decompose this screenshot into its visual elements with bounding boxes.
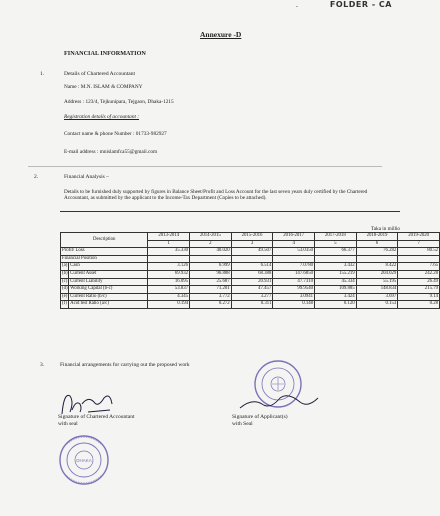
row-label: Current Liability	[69, 278, 148, 286]
row-label: Current Asset	[69, 270, 148, 278]
table-cell: 242.28	[398, 270, 440, 278]
row-code: (d)	[61, 286, 69, 294]
table-cell: 3.277	[231, 293, 273, 301]
row-code: (e)	[61, 293, 69, 301]
row-code: (f)	[61, 301, 69, 309]
email-address: E-mail address : mnislamfca55@gmail.com	[64, 149, 158, 155]
section1-number: 1.	[40, 71, 45, 77]
table-cell: 4.345	[148, 293, 190, 301]
table-cell: 6.514	[231, 263, 273, 271]
table-cell: 0.272	[190, 301, 232, 309]
table-cell: 3.424	[315, 293, 357, 301]
section3-title: Financial arrangements for carrying out the proposed work	[60, 362, 190, 368]
table-cell: 45.334	[315, 278, 357, 286]
ca-seal-label: with seal	[58, 421, 78, 427]
ca-signature-caption	[58, 414, 135, 428]
section2-description: Details to be furnished duly supported by figures in Balance Sheet/Profit and Loss Account for the last seven years duly certified by the Chartered Accountant, as submitted by the applicant to the Income-Tax Department (Copies to be attached).	[64, 189, 368, 202]
applicant-signature-caption	[232, 414, 288, 428]
year-header: 2017-2018	[315, 233, 357, 241]
description-header: Description	[61, 233, 148, 248]
table-cell: 68.388	[231, 270, 273, 278]
column-index: 4	[273, 240, 315, 248]
table-cell: 47.7310	[273, 278, 315, 286]
table-cell: 99.9540	[273, 286, 315, 294]
table-cell: 147.6850	[273, 270, 315, 278]
table-cell: 0.311	[231, 301, 273, 309]
table-cell: 6.999	[190, 263, 232, 271]
ca-seal-text: DHAKA	[76, 458, 92, 463]
table-cell: 71.201	[190, 286, 232, 294]
column-index: 2	[190, 240, 232, 248]
table-cell: 3.772	[190, 293, 232, 301]
section1-title: Details of Chartered Accountant	[64, 71, 136, 77]
row-code: (a)	[61, 263, 69, 271]
table-cell: 35.330	[148, 248, 190, 256]
ca-signature	[62, 395, 112, 414]
table-cell: 109.885	[315, 286, 357, 294]
section2-number: 2.	[34, 174, 39, 180]
table-cell: 204.029	[356, 270, 398, 278]
unit-note: Taka in millio	[371, 226, 401, 232]
year-header: 2015-2016	[231, 233, 273, 241]
row-code: (b)	[61, 270, 69, 278]
table-cell: 16.095	[148, 278, 190, 286]
table-cell: 0.120	[315, 301, 357, 309]
table-cell: 25.687	[190, 278, 232, 286]
year-header: 2014-2015	[190, 233, 232, 241]
row-label: Acid test Ratio (a/c)	[69, 301, 148, 309]
applicant-seal-label: with Seal	[232, 421, 253, 427]
column-index: 7	[398, 240, 440, 248]
section2-title: Financial Analysis –	[64, 174, 109, 180]
column-index: 3	[231, 240, 273, 248]
table-cell: 96.888	[190, 270, 232, 278]
row-label: Current Ratio (b/c)	[69, 293, 148, 301]
ca-signature-label: Signature of Chartered Accountant	[58, 414, 135, 420]
table-cell: 8.422	[356, 263, 398, 271]
financial-information-heading: FINANCIAL INFORMATION	[64, 50, 146, 57]
table-cell: 9.14	[398, 293, 440, 301]
year-header: 2013-2014	[148, 233, 190, 241]
table-cell: 76.282	[356, 248, 398, 256]
table-cell: 3.126	[148, 263, 190, 271]
table-cell: 80.52	[398, 248, 440, 256]
accountant-name: Name : M.N. ISLAM & COMPANY	[64, 84, 143, 90]
year-header: 2016-2017	[273, 233, 315, 241]
table-cell: 0.153	[356, 301, 398, 309]
registration-details: Registration details of accountant :	[64, 114, 140, 120]
row-label: Financial Position	[61, 255, 148, 263]
table-cell: 53.0350	[273, 248, 315, 256]
table-cell: 0.28	[398, 301, 440, 309]
applicant-signature-label: Signature of Applicant(s)	[232, 414, 288, 420]
column-index: 5	[315, 240, 357, 248]
table-cell: 40.020	[190, 248, 232, 256]
table-cell: 3.432	[315, 263, 357, 271]
applicant-signature	[240, 396, 318, 408]
table-cell: 7.65	[398, 263, 440, 271]
table-cell: 55.195	[356, 278, 398, 286]
column-index: 1	[148, 240, 190, 248]
section3-number: 3.	[40, 362, 45, 368]
table-cell: 47.457	[231, 286, 273, 294]
table-cell: 3.697	[356, 293, 398, 301]
year-header: 2019-2020	[398, 233, 440, 241]
column-index: 6	[356, 240, 398, 248]
table-cell: 215.79	[398, 286, 440, 294]
row-label: Working Capital (b-c)	[69, 286, 148, 294]
table-cell: 0.194	[148, 301, 190, 309]
corner-mark: .	[296, 0, 298, 9]
table-cell: 49.507	[231, 248, 273, 256]
year-header: 2018-2019	[356, 233, 398, 241]
table-cell: 20.931	[231, 278, 273, 286]
table-cell: 155.219	[315, 270, 357, 278]
table-cell: 0.148	[273, 301, 315, 309]
table-cell: 69.932	[148, 270, 190, 278]
table-cell: 7.0780	[273, 263, 315, 271]
row-label: Profit/ Loss	[61, 248, 148, 256]
table-cell: 148.834	[356, 286, 398, 294]
annexure-title: Annexure -D	[200, 30, 242, 39]
table-cell: 3.0941	[273, 293, 315, 301]
table-cell: 26.49	[398, 278, 440, 286]
row-code: (c)	[61, 278, 69, 286]
folder-note: FOLDER - CA	[329, 0, 392, 9]
accountant-address: Address : 123/4, Tejkunipara, Tejgaon, Dhaka-1215	[64, 99, 174, 105]
row-label: Cash	[69, 263, 148, 271]
table-cell: 66.377	[315, 248, 357, 256]
contact-phone: Contact name & phone Number : 01733-982927	[64, 131, 167, 137]
table-cell: 53.837	[148, 286, 190, 294]
